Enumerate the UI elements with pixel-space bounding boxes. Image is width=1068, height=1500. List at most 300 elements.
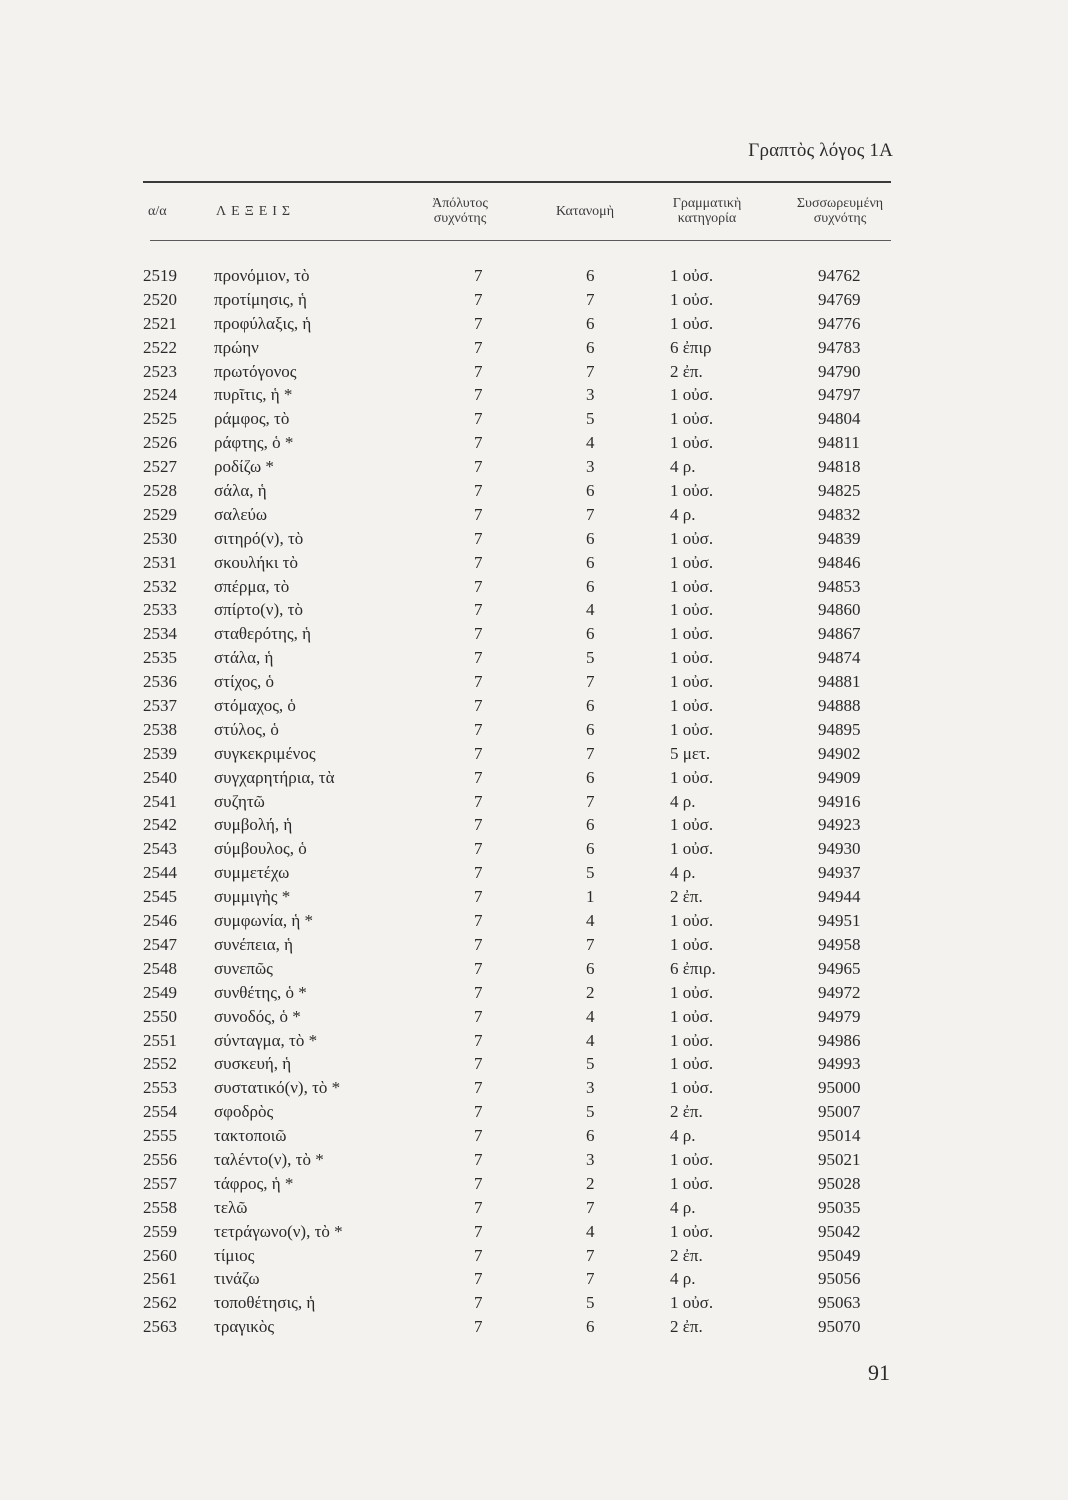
entry-distribution: 5 — [586, 1102, 595, 1122]
entry-cumulative-frequency: 94916 — [818, 791, 861, 811]
entry-cumulative-frequency: 94993 — [818, 1054, 861, 1074]
entry-grammar-category: 4 ρ. — [670, 863, 696, 883]
entry-grammar-category: 1 οὐσ. — [670, 576, 714, 596]
entry-word: σύνταγμα, τὸ * — [214, 1030, 318, 1050]
entry-number: 2548 — [143, 958, 177, 978]
entry-absolute-frequency: 7 — [474, 1030, 483, 1050]
entry-grammar-category: 6 ἐπιρ — [670, 337, 712, 357]
table-row — [0, 766, 1068, 790]
entry-distribution: 7 — [586, 1269, 595, 1289]
entry-cumulative-frequency: 94895 — [818, 719, 861, 739]
entry-number: 2542 — [143, 815, 177, 835]
entry-number: 2559 — [143, 1221, 177, 1241]
entry-grammar-category: 5 μετ. — [670, 743, 711, 763]
table-row — [0, 1100, 1068, 1124]
entry-word: σάλα, ἡ — [214, 481, 267, 501]
table-row — [0, 1220, 1068, 1244]
table-row — [0, 790, 1068, 814]
entry-grammar-category: 1 οὐσ. — [670, 1078, 714, 1098]
entry-cumulative-frequency: 94783 — [818, 337, 861, 357]
entry-word: τραγικὸς — [214, 1317, 275, 1337]
entry-absolute-frequency: 7 — [474, 863, 483, 883]
entry-number: 2524 — [143, 385, 177, 405]
table-row — [0, 1172, 1068, 1196]
entry-word: προφύλαξις, ἡ — [214, 313, 312, 333]
entry-cumulative-frequency: 94930 — [818, 839, 861, 859]
entry-number: 2550 — [143, 1006, 177, 1026]
entry-absolute-frequency: 7 — [474, 1293, 483, 1313]
entry-word: τινάζω — [214, 1269, 260, 1289]
entry-distribution: 2 — [586, 1173, 595, 1193]
entry-distribution: 4 — [586, 911, 595, 931]
entry-distribution: 5 — [586, 409, 595, 429]
entry-cumulative-frequency: 94846 — [818, 552, 861, 572]
entry-cumulative-frequency: 94888 — [818, 696, 861, 716]
entry-distribution: 7 — [586, 289, 595, 309]
entry-absolute-frequency: 7 — [474, 1078, 483, 1098]
entry-cumulative-frequency: 94762 — [818, 266, 861, 285]
entry-absolute-frequency: 7 — [474, 958, 483, 978]
entry-distribution: 4 — [586, 1221, 595, 1241]
entry-absolute-frequency: 7 — [474, 1269, 483, 1289]
entry-distribution: 7 — [586, 791, 595, 811]
entry-absolute-frequency: 7 — [474, 672, 483, 692]
entry-word: τάφρος, ἡ * — [214, 1173, 294, 1193]
table-row — [0, 837, 1068, 861]
table-row — [0, 598, 1068, 622]
column-header-cumulative-line2: συχνότης — [813, 211, 867, 226]
entry-absolute-frequency: 7 — [474, 1126, 483, 1146]
entry-absolute-frequency: 7 — [474, 385, 483, 405]
column-header-absolute-line1: Ἀπόλυτος — [432, 196, 488, 211]
entry-grammar-category: 1 οὐσ. — [670, 815, 714, 835]
entry-distribution: 4 — [586, 1030, 595, 1050]
table-row — [0, 1244, 1068, 1268]
entry-grammar-category: 1 οὐσ. — [670, 767, 714, 787]
table-row — [0, 1196, 1068, 1220]
entry-cumulative-frequency: 94797 — [818, 385, 861, 405]
entry-number: 2563 — [143, 1317, 177, 1337]
entry-grammar-category: 1 οὐσ. — [670, 1221, 714, 1241]
entry-word: προνόμιον, τὸ — [214, 266, 310, 285]
entry-absolute-frequency: 7 — [474, 289, 483, 309]
frequency-table-body — [0, 264, 1068, 1339]
entry-distribution: 6 — [586, 767, 595, 787]
entry-grammar-category: 4 ρ. — [670, 1126, 696, 1146]
entry-absolute-frequency: 7 — [474, 1102, 483, 1122]
entry-grammar-category: 1 οὐσ. — [670, 433, 714, 453]
entry-absolute-frequency: 7 — [474, 719, 483, 739]
entry-distribution: 7 — [586, 934, 595, 954]
entry-number: 2558 — [143, 1197, 177, 1217]
entry-grammar-category: 1 οὐσ. — [670, 911, 714, 931]
entry-absolute-frequency: 7 — [474, 1197, 483, 1217]
table-row — [0, 407, 1068, 431]
entry-word: σπίρτο(ν), τὸ — [214, 600, 303, 620]
table-row — [0, 360, 1068, 384]
entry-cumulative-frequency: 95063 — [818, 1293, 861, 1313]
table-row — [0, 1148, 1068, 1172]
entry-number: 2526 — [143, 433, 177, 453]
entry-grammar-category: 2 ἐπ. — [670, 1245, 703, 1265]
entry-distribution: 4 — [586, 1006, 595, 1026]
entry-word: πυρῖτις, ἡ * — [214, 385, 293, 405]
entry-number: 2530 — [143, 528, 177, 548]
entry-number: 2541 — [143, 791, 177, 811]
entry-grammar-category: 1 οὐσ. — [670, 648, 714, 668]
table-row — [0, 670, 1068, 694]
table-row — [0, 646, 1068, 670]
entry-number: 2525 — [143, 409, 177, 429]
entry-word: σιτηρό(ν), τὸ — [214, 528, 304, 548]
entry-distribution: 7 — [586, 672, 595, 692]
entry-grammar-category: 1 οὐσ. — [670, 481, 714, 501]
entry-number: 2532 — [143, 576, 177, 596]
entry-number: 2521 — [143, 313, 177, 333]
table-top-rule — [143, 181, 891, 183]
entry-number: 2551 — [143, 1030, 177, 1050]
table-header-rule — [150, 240, 891, 241]
entry-distribution: 4 — [586, 600, 595, 620]
entry-cumulative-frequency: 94804 — [818, 409, 861, 429]
entry-distribution: 2 — [586, 982, 595, 1002]
entry-distribution: 6 — [586, 624, 595, 644]
table-row — [0, 622, 1068, 646]
column-header-cumulative-frequency — [782, 196, 898, 226]
entry-distribution: 6 — [586, 266, 595, 285]
entry-number: 2533 — [143, 600, 177, 620]
entry-distribution: 4 — [586, 433, 595, 453]
entry-grammar-category: 1 οὐσ. — [670, 1006, 714, 1026]
table-row — [0, 1315, 1068, 1339]
entry-number: 2537 — [143, 696, 177, 716]
entry-word: σαλεύω — [214, 504, 268, 524]
entry-grammar-category: 4 ρ. — [670, 1269, 696, 1289]
entry-word: συνθέτης, ὁ * — [214, 982, 307, 1002]
entry-word: ροδίζω * — [214, 457, 274, 477]
table-row — [0, 551, 1068, 575]
entry-word: τοποθέτησις, ἡ — [214, 1293, 316, 1313]
entry-grammar-category: 1 οὐσ. — [670, 719, 714, 739]
entry-word: σταθερότης, ἡ — [214, 624, 312, 644]
entry-cumulative-frequency: 94853 — [818, 576, 861, 596]
table-row — [0, 1076, 1068, 1100]
entry-number: 2554 — [143, 1102, 177, 1122]
entry-distribution: 6 — [586, 528, 595, 548]
table-row — [0, 503, 1068, 527]
entry-cumulative-frequency: 95021 — [818, 1149, 861, 1169]
entry-distribution: 5 — [586, 1054, 595, 1074]
entry-grammar-category: 1 οὐσ. — [670, 409, 714, 429]
entry-word: ράφτης, ὁ * — [214, 433, 294, 453]
entry-absolute-frequency: 7 — [474, 815, 483, 835]
entry-number: 2539 — [143, 743, 177, 763]
entry-grammar-category: 4 ρ. — [670, 457, 696, 477]
table-row — [0, 861, 1068, 885]
table-row — [0, 981, 1068, 1005]
entry-number: 2562 — [143, 1293, 177, 1313]
entry-cumulative-frequency: 94839 — [818, 528, 861, 548]
entry-distribution: 5 — [586, 1293, 595, 1313]
entry-grammar-category: 1 οὐσ. — [670, 552, 714, 572]
entry-absolute-frequency: 7 — [474, 266, 483, 285]
entry-word: στίχος, ὁ — [214, 672, 274, 692]
entry-grammar-category: 4 ρ. — [670, 504, 696, 524]
entry-absolute-frequency: 7 — [474, 1317, 483, 1337]
entry-number: 2519 — [143, 266, 177, 285]
entry-word: στόμαχος, ὁ — [214, 696, 296, 716]
entry-absolute-frequency: 7 — [474, 1054, 483, 1074]
table-row — [0, 1291, 1068, 1315]
table-row — [0, 813, 1068, 837]
table-row — [0, 575, 1068, 599]
entry-grammar-category: 1 οὐσ. — [670, 839, 714, 859]
entry-word: συνεπῶς — [214, 958, 273, 978]
entry-distribution: 7 — [586, 361, 595, 381]
entry-grammar-category: 1 οὐσ. — [670, 672, 714, 692]
entry-cumulative-frequency: 94874 — [818, 648, 861, 668]
entry-distribution: 6 — [586, 552, 595, 572]
entry-number: 2543 — [143, 839, 177, 859]
entry-number: 2547 — [143, 934, 177, 954]
table-row — [0, 885, 1068, 909]
entry-number: 2553 — [143, 1078, 177, 1098]
entry-distribution: 1 — [586, 887, 595, 907]
entry-cumulative-frequency: 94909 — [818, 767, 861, 787]
entry-absolute-frequency: 7 — [474, 552, 483, 572]
column-header-grammar-line2: κατηγορία — [677, 211, 737, 226]
entry-number: 2522 — [143, 337, 177, 357]
table-row — [0, 264, 1068, 288]
entry-word: ταλέντο(ν), τὸ * — [214, 1149, 324, 1169]
entry-cumulative-frequency: 94923 — [818, 815, 861, 835]
entry-distribution: 6 — [586, 481, 595, 501]
entry-cumulative-frequency: 94790 — [818, 361, 861, 381]
entry-distribution: 6 — [586, 313, 595, 333]
entry-number: 2561 — [143, 1269, 177, 1289]
entry-cumulative-frequency: 94832 — [818, 504, 861, 524]
entry-distribution: 3 — [586, 457, 595, 477]
entry-distribution: 6 — [586, 958, 595, 978]
entry-grammar-category: 1 οὐσ. — [670, 1030, 714, 1050]
table-row — [0, 933, 1068, 957]
entry-distribution: 7 — [586, 1197, 595, 1217]
entry-word: συστατικό(ν), τὸ * — [214, 1078, 341, 1098]
entry-absolute-frequency: 7 — [474, 791, 483, 811]
entry-absolute-frequency: 7 — [474, 337, 483, 357]
table-row — [0, 957, 1068, 981]
table-row — [0, 694, 1068, 718]
entry-number: 2528 — [143, 481, 177, 501]
entry-distribution: 6 — [586, 1126, 595, 1146]
entry-cumulative-frequency: 94776 — [818, 313, 861, 333]
entry-grammar-category: 1 οὐσ. — [670, 385, 714, 405]
entry-grammar-category: 1 οὐσ. — [670, 624, 714, 644]
entry-word: τετράγωνο(ν), τὸ * — [214, 1221, 343, 1241]
entry-cumulative-frequency: 95042 — [818, 1221, 861, 1241]
entry-absolute-frequency: 7 — [474, 1221, 483, 1241]
entry-grammar-category: 1 οὐσ. — [670, 313, 714, 333]
entry-grammar-category: 1 οὐσ. — [670, 982, 714, 1002]
entry-absolute-frequency: 7 — [474, 433, 483, 453]
entry-distribution: 6 — [586, 839, 595, 859]
entry-number: 2536 — [143, 672, 177, 692]
entry-cumulative-frequency: 94951 — [818, 911, 861, 931]
entry-cumulative-frequency: 94972 — [818, 982, 861, 1002]
table-row — [0, 479, 1068, 503]
entry-cumulative-frequency: 94937 — [818, 863, 861, 883]
entry-grammar-category: 1 οὐσ. — [670, 696, 714, 716]
entry-number: 2520 — [143, 289, 177, 309]
entry-number: 2527 — [143, 457, 177, 477]
entry-number: 2523 — [143, 361, 177, 381]
entry-number: 2546 — [143, 911, 177, 931]
entry-cumulative-frequency: 95000 — [818, 1078, 861, 1098]
entry-grammar-category: 1 οὐσ. — [670, 1293, 714, 1313]
entry-absolute-frequency: 7 — [474, 767, 483, 787]
entry-grammar-category: 1 οὐσ. — [670, 1173, 714, 1193]
table-row — [0, 1267, 1068, 1291]
entry-word: συμφωνία, ἡ * — [214, 911, 314, 931]
entry-distribution: 7 — [586, 504, 595, 524]
entry-number: 2545 — [143, 887, 177, 907]
entry-absolute-frequency: 7 — [474, 1006, 483, 1026]
entry-word: πρώην — [214, 337, 259, 357]
entry-word: τελῶ — [214, 1197, 248, 1217]
entry-cumulative-frequency: 94979 — [818, 1006, 861, 1026]
entry-absolute-frequency: 7 — [474, 1173, 483, 1193]
page-header-title: Γραπτὸς λόγος 1Α — [748, 140, 893, 161]
entry-word: στύλος, ὁ — [214, 719, 279, 739]
entry-absolute-frequency: 7 — [474, 481, 483, 501]
column-header-words: ΛΕΞΕΙΣ — [216, 204, 296, 219]
entry-distribution: 3 — [586, 385, 595, 405]
entry-grammar-category: 2 ἐπ. — [670, 1317, 703, 1337]
entry-cumulative-frequency: 94986 — [818, 1030, 861, 1050]
entry-distribution: 5 — [586, 863, 595, 883]
entry-grammar-category: 4 ρ. — [670, 791, 696, 811]
entry-absolute-frequency: 7 — [474, 576, 483, 596]
entry-cumulative-frequency: 95049 — [818, 1245, 861, 1265]
table-row — [0, 527, 1068, 551]
entry-grammar-category: 1 οὐσ. — [670, 1149, 714, 1169]
entry-distribution: 3 — [586, 1149, 595, 1169]
entry-distribution: 7 — [586, 1245, 595, 1265]
entry-grammar-category: 1 οὐσ. — [670, 934, 714, 954]
entry-distribution: 6 — [586, 337, 595, 357]
entry-absolute-frequency: 7 — [474, 504, 483, 524]
entry-word: συνέπεια, ἡ — [214, 934, 293, 954]
column-header-aa: α/α — [148, 204, 167, 219]
entry-word: σφοδρὸς — [214, 1102, 274, 1122]
table-row — [0, 1005, 1068, 1029]
table-row — [0, 431, 1068, 455]
entry-cumulative-frequency: 95035 — [818, 1197, 861, 1217]
entry-word: σκουλήκι τὸ — [214, 552, 298, 572]
table-row — [0, 1052, 1068, 1076]
entry-absolute-frequency: 7 — [474, 600, 483, 620]
entry-word: συγκεκριμένος — [214, 743, 316, 763]
entry-word: συζητῶ — [214, 791, 265, 811]
entry-grammar-category: 1 οὐσ. — [670, 266, 714, 285]
table-row — [0, 383, 1068, 407]
entry-absolute-frequency: 7 — [474, 911, 483, 931]
entry-cumulative-frequency: 94958 — [818, 934, 861, 954]
entry-cumulative-frequency: 94860 — [818, 600, 861, 620]
entry-grammar-category: 2 ἐπ. — [670, 887, 703, 907]
entry-word: συνοδός, ὁ * — [214, 1006, 301, 1026]
entry-number: 2556 — [143, 1149, 177, 1169]
entry-absolute-frequency: 7 — [474, 1245, 483, 1265]
entry-cumulative-frequency: 94881 — [818, 672, 861, 692]
entry-cumulative-frequency: 94867 — [818, 624, 861, 644]
entry-distribution: 3 — [586, 1078, 595, 1098]
entry-number: 2549 — [143, 982, 177, 1002]
entry-cumulative-frequency: 94811 — [818, 433, 860, 453]
entry-cumulative-frequency: 95007 — [818, 1102, 861, 1122]
entry-word: συσκευή, ἡ — [214, 1054, 292, 1074]
entry-distribution: 6 — [586, 696, 595, 716]
column-header-distribution: Κατανομὴ — [555, 204, 615, 219]
entry-number: 2544 — [143, 863, 177, 883]
column-header-grammar-category — [652, 196, 762, 226]
entry-number: 2531 — [143, 552, 177, 572]
entry-absolute-frequency: 7 — [474, 839, 483, 859]
entry-word: σπέρμα, τὸ — [214, 576, 290, 596]
entry-word: συμμετέχω — [214, 863, 290, 883]
entry-word: σύμβουλος, ὁ — [214, 839, 307, 859]
column-header-absolute-frequency — [405, 196, 515, 226]
entry-number: 2534 — [143, 624, 177, 644]
entry-distribution: 6 — [586, 815, 595, 835]
table-row — [0, 455, 1068, 479]
entry-word: τακτοποιῶ — [214, 1126, 287, 1146]
column-header-grammar-line1: Γραμματικὴ — [672, 196, 742, 211]
entry-word: πρωτόγονος — [214, 361, 297, 381]
entry-distribution: 6 — [586, 719, 595, 739]
entry-grammar-category: 1 οὐσ. — [670, 600, 714, 620]
table-row — [0, 742, 1068, 766]
entry-number: 2552 — [143, 1054, 177, 1074]
entry-distribution: 6 — [586, 1317, 595, 1337]
entry-cumulative-frequency: 94769 — [818, 289, 861, 309]
entry-distribution: 7 — [586, 743, 595, 763]
entry-grammar-category: 2 ἐπ. — [670, 1102, 703, 1122]
entry-number: 2557 — [143, 1173, 177, 1193]
entry-grammar-category: 4 ρ. — [670, 1197, 696, 1217]
page-number: 91 — [868, 1360, 890, 1385]
entry-grammar-category: 1 οὐσ. — [670, 528, 714, 548]
entry-cumulative-frequency: 94944 — [818, 887, 861, 907]
entry-cumulative-frequency: 94818 — [818, 457, 861, 477]
table-row — [0, 1029, 1068, 1053]
entry-number: 2535 — [143, 648, 177, 668]
table-row — [0, 1124, 1068, 1148]
entry-word: συμβολή, ἡ — [214, 815, 293, 835]
table-row — [0, 336, 1068, 360]
entry-absolute-frequency: 7 — [474, 528, 483, 548]
entry-absolute-frequency: 7 — [474, 624, 483, 644]
entry-word: ράμφος, τὸ — [214, 409, 290, 429]
entry-absolute-frequency: 7 — [474, 648, 483, 668]
entry-cumulative-frequency: 94965 — [818, 958, 861, 978]
entry-absolute-frequency: 7 — [474, 457, 483, 477]
entry-cumulative-frequency: 95070 — [818, 1317, 861, 1337]
entry-absolute-frequency: 7 — [474, 696, 483, 716]
entry-grammar-category: 1 οὐσ. — [670, 289, 714, 309]
entry-word: προτίμησις, ἡ — [214, 289, 307, 309]
table-row — [0, 288, 1068, 312]
